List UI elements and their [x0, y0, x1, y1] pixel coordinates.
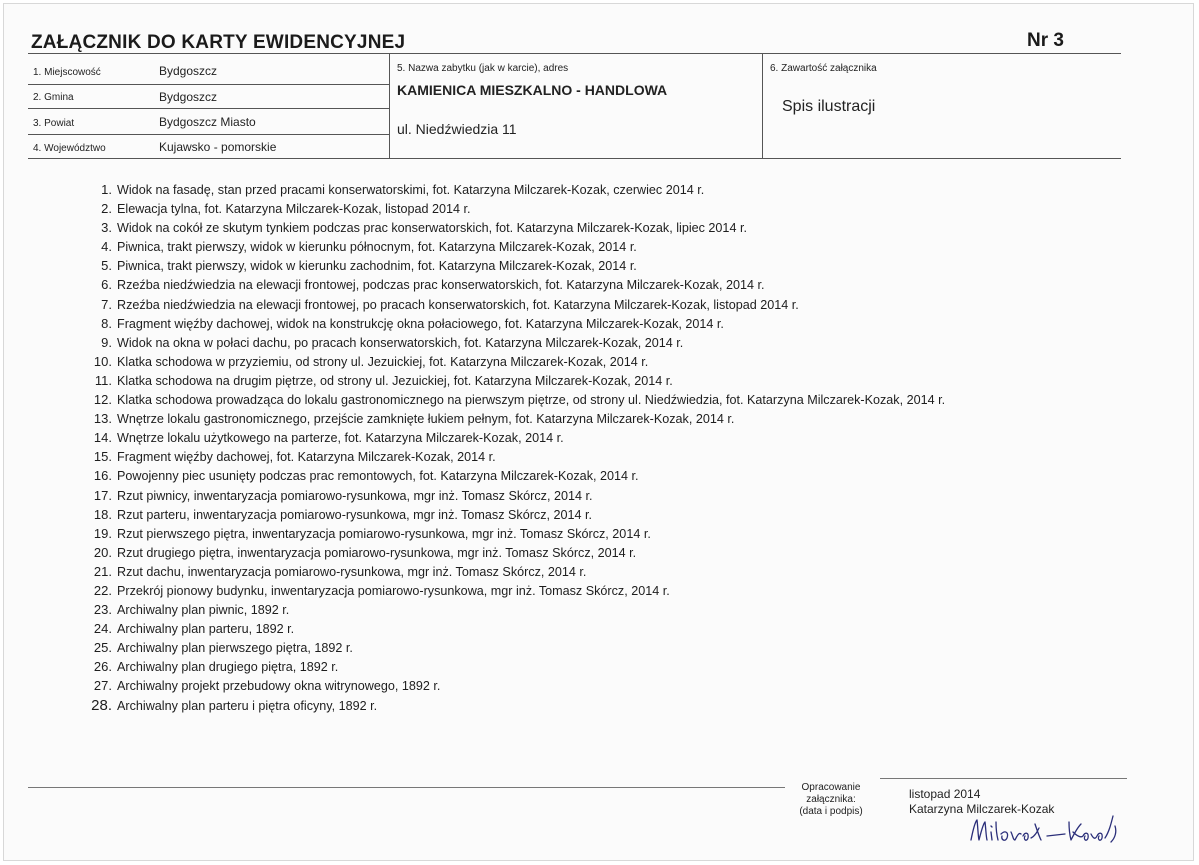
list-item [80, 428, 945, 447]
illustration-list [80, 180, 945, 715]
list-item-number: 6. [101, 277, 112, 293]
header-row-divider-1 [28, 84, 389, 85]
list-item [80, 256, 945, 275]
list-item-text: Rzut piwnicy, inwentaryzacja pomiarowo-rysunkowa, mgr inż. Tomasz Skórcz, 2014 r. [117, 488, 593, 503]
footer-date: listopad 2014 [909, 787, 981, 801]
footer-label-line-1: Opracowanie [801, 782, 861, 793]
list-item-number: 23. [93, 602, 112, 618]
document-number: Nr 3 [1027, 30, 1064, 51]
list-item [80, 447, 945, 466]
list-item [80, 180, 945, 199]
list-item-text: Archiwalny plan parteru i piętra oficyny, 1892 r. [117, 698, 378, 713]
footer-author: Katarzyna Milczarek-Kozak [909, 802, 1055, 816]
list-item-text: Klatka schodowa w przyziemiu, od strony ul. Jezuickiej, fot. Katarzyna Milczarek-Kozak, 2014 r. [117, 354, 649, 369]
list-item-text: Wnętrze lokalu użytkowego na parterze, fot. Katarzyna Milczarek-Kozak, 2014 r. [117, 431, 564, 446]
list-item [80, 466, 945, 485]
list-item-number: 5. [101, 258, 112, 274]
list-item-text: Rzut parteru, inwentaryzacja pomiarowo-rysunkowa, mgr inż. Tomasz Skórcz, 2014 r. [117, 507, 593, 522]
header-rule-bottom [28, 158, 1121, 159]
list-item-number: 14. [93, 430, 112, 446]
footer-label-line-3: (data i podpis) [799, 806, 863, 817]
list-item [80, 505, 945, 524]
list-item-text: Wnętrze lokalu gastronomicznego, przejście zamknięte łukiem pełnym, fot. Katarzyna Milczarek-Kozak, 2014 r. [117, 412, 735, 427]
attachment-content: Spis ilustracji [782, 98, 876, 115]
wojewodztwo-label: 4. Województwo [33, 143, 106, 154]
list-item-text: Rzut pierwszego piętra, inwentaryzacja pomiarowo-rysunkowa, mgr inż. Tomasz Skórcz, 2014 r. [117, 526, 651, 541]
list-item-number: 9. [101, 334, 112, 350]
list-item [80, 295, 945, 314]
list-item [80, 371, 945, 390]
list-item-text: Fragment więźby dachowej, fot. Katarzyna Milczarek-Kozak, 2014 r. [117, 450, 496, 465]
list-item-number: 27. [93, 678, 112, 694]
list-item-number: 21. [93, 563, 112, 579]
list-item-number: 16. [93, 468, 112, 484]
list-item-number: 28. [91, 696, 112, 714]
header-row-divider-3 [28, 134, 389, 135]
list-item [80, 314, 945, 333]
list-item-number: 15. [93, 449, 112, 465]
list-item-number: 17. [93, 487, 112, 503]
gmina-value: Bydgoszcz [159, 90, 218, 104]
list-item [80, 581, 945, 600]
header-rule-top [28, 53, 1121, 54]
list-item-number: 4. [101, 239, 112, 255]
miejscowosc-value: Bydgoszcz [159, 64, 218, 78]
list-item-text: Klatka schodowa prowadząca do lokalu gastronomicznego na pierwszym piętrze, od strony ul. Niedźwiedzia, fot. Katarzyna Milczarek-Kozak, 2014 r. [117, 393, 946, 408]
powiat-label: 3. Powiat [33, 118, 75, 129]
list-item-number: 12. [93, 392, 112, 408]
wojewodztwo-value: Kujawsko - pomorskie [159, 140, 277, 154]
list-item [80, 486, 945, 505]
list-item [80, 696, 945, 715]
list-item-text: Widok na fasadę, stan przed pracami konserwatorskimi, fot. Katarzyna Milczarek-Kozak, czerwiec 2014 r. [117, 183, 705, 197]
list-item-text: Archiwalny plan piwnic, 1892 r. [117, 603, 290, 618]
list-item-number: 19. [93, 525, 112, 541]
list-item [80, 275, 945, 294]
list-item-number: 8. [101, 315, 112, 331]
list-item-number: 13. [93, 411, 112, 427]
list-item [80, 218, 945, 237]
list-item-text: Elewacja tylna, fot. Katarzyna Milczarek-Kozak, listopad 2014 r. [117, 202, 471, 217]
list-item-number: 3. [101, 220, 112, 236]
list-item [80, 333, 945, 352]
list-item-text: Piwnica, trakt pierwszy, widok w kierunku zachodnim, fot. Katarzyna Milczarek-Kozak, 2014 r. [117, 259, 637, 274]
monument-address: ul. Niedźwiedzia 11 [397, 121, 517, 137]
list-item-number: 24. [93, 621, 112, 637]
list-item [80, 638, 945, 657]
list-item [80, 352, 945, 371]
list-item-text: Przekrój pionowy budynku, inwentaryzacja pomiarowo-rysunkowa, mgr inż. Tomasz Skórcz, 2014 r. [117, 583, 670, 598]
list-item [80, 237, 945, 256]
list-item-number: 11. [94, 372, 112, 388]
list-item [80, 199, 945, 218]
footer-label-line-2: załącznika: [806, 794, 856, 805]
list-item-text: Widok na okna w połaci dachu, po pracach konserwatorskich, fot. Katarzyna Milczarek-Kozak, 2014 r. [117, 335, 684, 350]
miejscowosc-label: 1. Miejscowość [33, 67, 101, 78]
header-row-divider-2 [28, 108, 389, 109]
monument-label: 5. Nazwa zabytku (jak w karcie), adres [397, 63, 569, 74]
list-item-text: Rzeźba niedźwiedzia na elewacji frontowej, po pracach konserwatorskich, fot. Katarzyna Milczarek-Kozak, listopad 2014 r. [117, 297, 799, 312]
list-item-number: 22. [93, 582, 112, 598]
list-item [80, 600, 945, 619]
gmina-label: 2. Gmina [33, 92, 74, 103]
list-item-text: Powojenny piec usunięty podczas prac remontowych, fot. Katarzyna Milczarek-Kozak, 2014 r. [117, 469, 639, 484]
list-item [80, 619, 945, 638]
list-item [80, 409, 945, 428]
attachment-label: 6. Zawartość załącznika [770, 63, 877, 74]
powiat-value: Bydgoszcz Miasto [159, 115, 256, 129]
list-item-text: Rzut dachu, inwentaryzacja pomiarowo-rysunkowa, mgr inż. Tomasz Skórcz, 2014 r. [117, 564, 587, 579]
list-item-text: Archiwalny plan pierwszego piętra, 1892 r. [117, 641, 353, 656]
list-item [80, 657, 945, 676]
list-item-text: Archiwalny projekt przebudowy okna witrynowego, 1892 r. [117, 679, 441, 694]
list-item-text: Rzut drugiego piętra, inwentaryzacja pomiarowo-rysunkowa, mgr inż. Tomasz Skórcz, 2014 r. [117, 545, 637, 560]
list-item-number: 20. [93, 544, 112, 560]
handwritten-signature [965, 802, 1135, 852]
list-item-number: 2. [101, 201, 112, 217]
list-item-number: 10. [93, 353, 112, 369]
list-item-number: 26. [93, 659, 112, 675]
document-title: ZAŁĄCZNIK DO KARTY EWIDENCYJNEJ [31, 32, 406, 53]
list-item [80, 524, 945, 543]
list-item-text: Widok na cokół ze skutym tynkiem podczas prac konserwatorskich, fot. Katarzyna Milczarek-Kozak, lipiec 2014 r. [117, 221, 747, 236]
list-item-text: Archiwalny plan drugiego piętra, 1892 r. [117, 660, 339, 675]
footer-rule-right [880, 778, 1127, 779]
footer-rule-left [28, 787, 785, 788]
list-item [80, 543, 945, 562]
footer-label [783, 782, 879, 818]
header-col-divider-1 [389, 54, 390, 158]
header-col-divider-2 [762, 54, 763, 158]
list-item-number: 7. [101, 296, 112, 312]
list-item-text: Archiwalny plan parteru, 1892 r. [117, 622, 295, 637]
list-item-text: Klatka schodowa na drugim piętrze, od strony ul. Jezuickiej, fot. Katarzyna Milczarek-Kozak, 2014 r. [117, 373, 673, 388]
list-item-number: 1. [101, 182, 112, 197]
monument-name: KAMIENICA MIESZKALNO - HANDLOWA [397, 82, 668, 98]
list-item-number: 25. [93, 640, 112, 656]
list-item-text: Piwnica, trakt pierwszy, widok w kierunku północnym, fot. Katarzyna Milczarek-Kozak, 2014 r. [117, 240, 637, 255]
list-item-text: Fragment więźby dachowej, widok na konstrukcję okna połaciowego, fot. Katarzyna Milczarek-Kozak, 2014 r. [117, 316, 724, 331]
list-item [80, 390, 945, 409]
list-item-text: Rzeźba niedźwiedzia na elewacji frontowej, podczas prac konserwatorskich, fot. Katarzyna Milczarek-Kozak, 2014 r. [117, 278, 765, 293]
list-item [80, 676, 945, 695]
list-item-number: 18. [93, 506, 112, 522]
list-item [80, 562, 945, 581]
